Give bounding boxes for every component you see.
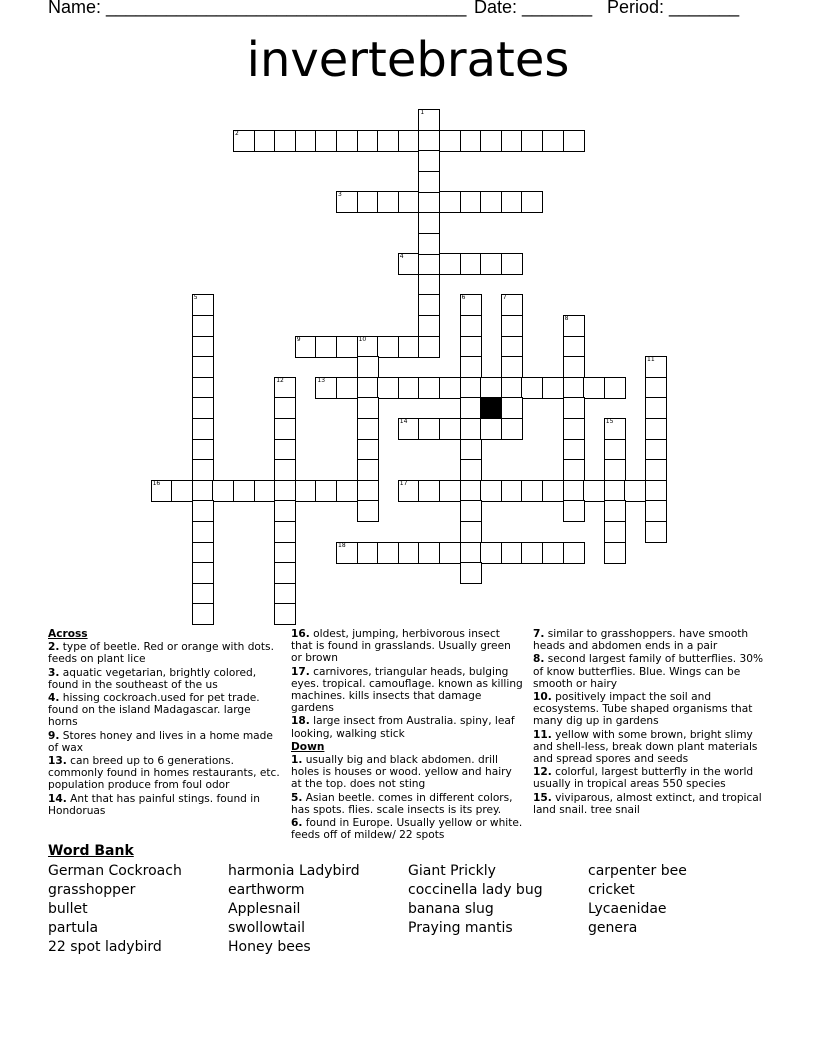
- clue-number: 6: [461, 294, 466, 302]
- grid-cell[interactable]: [357, 459, 379, 481]
- grid-cell[interactable]: [336, 336, 358, 358]
- word-bank-word: Lycaenidae: [588, 901, 667, 917]
- grid-cell[interactable]: [212, 480, 234, 502]
- grid-cell[interactable]: [336, 542, 358, 564]
- grid-cell[interactable]: [645, 459, 667, 481]
- grid-cell[interactable]: [460, 521, 482, 543]
- grid-cell[interactable]: [171, 480, 193, 502]
- across-clue: 2. type of beetle. Red or orange with dots. feeds on plant lice: [48, 641, 274, 666]
- grid-cell[interactable]: [501, 377, 523, 399]
- grid-cell[interactable]: [418, 480, 440, 502]
- grid-cell[interactable]: [460, 397, 482, 419]
- grid-cell[interactable]: [274, 521, 296, 543]
- grid-cell[interactable]: [480, 542, 502, 564]
- down-heading: Down: [291, 740, 325, 753]
- grid-cell[interactable]: [357, 439, 379, 461]
- grid-cell[interactable]: [377, 191, 399, 213]
- grid-cell[interactable]: [192, 583, 214, 605]
- grid-cell[interactable]: [418, 150, 440, 172]
- grid-cell[interactable]: [377, 377, 399, 399]
- clue-number: 16: [152, 479, 161, 487]
- grid-cell[interactable]: [254, 480, 276, 502]
- grid-cell[interactable]: [563, 542, 585, 564]
- grid-cell[interactable]: [583, 480, 605, 502]
- grid-cell[interactable]: [439, 253, 461, 275]
- grid-cell[interactable]: [398, 480, 420, 502]
- grid-cell[interactable]: [357, 500, 379, 522]
- across-clue: 16. oldest, jumping, herbivorous insect that is found in grasslands. Usually green or brown: [291, 628, 511, 665]
- across-clue: 13. can breed up to 6 generations. commonly found in homes restaurants, etc. population produce from foul odor: [48, 755, 280, 792]
- grid-cell[interactable]: [315, 336, 337, 358]
- grid-cell[interactable]: [563, 480, 585, 502]
- grid-cell[interactable]: [151, 480, 173, 502]
- grid-cell[interactable]: [480, 191, 502, 213]
- down-clue: 6. found in Europe. Usually yellow or white. feeds off of mildew/ 22 spots: [291, 817, 523, 842]
- grid-cell[interactable]: [398, 336, 420, 358]
- grid-cell[interactable]: [604, 377, 626, 399]
- grid-cell[interactable]: [192, 459, 214, 481]
- grid-cell[interactable]: [377, 130, 399, 152]
- grid-cell[interactable]: [604, 542, 626, 564]
- grid-cell[interactable]: [357, 418, 379, 440]
- grid-cell[interactable]: [233, 480, 255, 502]
- grid-cell[interactable]: [439, 130, 461, 152]
- clue-number: 4: [399, 253, 404, 261]
- grid-cell[interactable]: [460, 336, 482, 358]
- word-bank-title: Word Bank: [48, 843, 134, 859]
- grid-cell[interactable]: [274, 603, 296, 625]
- word-bank-word: partula: [48, 920, 99, 936]
- grid-cell[interactable]: [460, 191, 482, 213]
- word-bank-word: carpenter bee: [588, 863, 687, 879]
- grid-cell[interactable]: [501, 130, 523, 152]
- word-bank-word: 22 spot ladybird: [48, 939, 162, 955]
- grid-cell[interactable]: [274, 377, 296, 399]
- grid-cell[interactable]: [398, 191, 420, 213]
- across-clue: 4. hissing cockroach.used for pet trade. found on the island Madagascar. large horns: [48, 692, 260, 729]
- grid-cell[interactable]: [563, 397, 585, 419]
- grid-cell[interactable]: [521, 130, 543, 152]
- down-clue: 1. usually big and black abdomen. drill holes is houses or wood. yellow and hairy at the top. does not sting: [291, 754, 512, 791]
- grid-cell[interactable]: [233, 130, 255, 152]
- word-bank-word: German Cockroach: [48, 863, 182, 879]
- grid-cell[interactable]: [542, 480, 564, 502]
- across-heading: Across: [48, 628, 88, 640]
- word-bank-word: Praying mantis: [408, 920, 513, 936]
- grid-cell[interactable]: [418, 109, 440, 131]
- clue-number: 2: [235, 129, 239, 137]
- grid-cell[interactable]: [583, 377, 605, 399]
- grid-cell[interactable]: [501, 542, 523, 564]
- grid-cell[interactable]: [192, 603, 214, 625]
- period-field[interactable]: Period: _______: [607, 0, 740, 17]
- grid-cell[interactable]: [501, 418, 523, 440]
- grid-cell[interactable]: [460, 439, 482, 461]
- grid-cell[interactable]: [480, 130, 502, 152]
- grid-cell[interactable]: [460, 294, 482, 316]
- clue-number: 13: [317, 376, 326, 384]
- grid-cell[interactable]: [274, 480, 296, 502]
- clue-number: 3: [338, 191, 342, 199]
- across-clue: 18. large insect from Australia. spiny, leaf looking, walking stick: [291, 715, 515, 740]
- down-clue: 10. positively impact the soil and ecosystems. Tube shaped organisms that many dig up in gardens: [533, 691, 753, 728]
- grid-cell[interactable]: [336, 130, 358, 152]
- word-bank-word: Giant Prickly: [408, 863, 496, 879]
- grid-cell[interactable]: [192, 418, 214, 440]
- word-bank-word: harmonia Ladybird: [228, 863, 360, 879]
- across-clue: 3. aquatic vegetarian, brightly colored, found in the southeast of the us: [48, 666, 257, 691]
- grid-cell[interactable]: [645, 521, 667, 543]
- word-bank-word: grasshopper: [48, 882, 136, 898]
- down-clue: 12. colorful, largest butterfly in the world usually in tropical areas 550 species: [533, 766, 754, 791]
- grid-cell[interactable]: [418, 191, 440, 213]
- word-bank-word: genera: [588, 920, 638, 936]
- grid-cell[interactable]: [398, 418, 420, 440]
- grid-cell[interactable]: [480, 418, 502, 440]
- grid-cell[interactable]: [418, 171, 440, 193]
- grid-cell[interactable]: [460, 130, 482, 152]
- grid-cell[interactable]: [645, 397, 667, 419]
- grid-cell[interactable]: [315, 130, 337, 152]
- clue-number: 9: [296, 335, 301, 343]
- grid-cell[interactable]: [460, 418, 482, 440]
- grid-cell[interactable]: [315, 480, 337, 502]
- grid-cell[interactable]: [563, 315, 585, 337]
- grid-cell[interactable]: [501, 315, 523, 337]
- grid-cell[interactable]: [501, 480, 523, 502]
- clues-column-1: [48, 628, 280, 818]
- grid-cell[interactable]: [439, 377, 461, 399]
- down-clue: 7. similar to grasshoppers. have smooth heads and abdomen ends in a pair: [533, 628, 749, 653]
- grid-cell[interactable]: [357, 191, 379, 213]
- grid-cell[interactable]: [274, 583, 296, 605]
- grid-cell[interactable]: [480, 253, 502, 275]
- across-clue: 14. Ant that has painful stings. found in Hondoruas: [48, 792, 260, 817]
- word-bank-word: swollowtail: [228, 920, 305, 936]
- grid-cell[interactable]: [418, 418, 440, 440]
- grid-cell[interactable]: [274, 500, 296, 522]
- grid-cell[interactable]: [604, 439, 626, 461]
- clue-number: 5: [193, 294, 198, 302]
- clue-number: 14: [399, 418, 408, 425]
- grid-cell[interactable]: [521, 191, 543, 213]
- grid-cell[interactable]: [357, 336, 379, 358]
- word-bank-word: earthworm: [228, 882, 305, 898]
- clue-number: 17: [399, 479, 408, 487]
- grid-cell[interactable]: [460, 315, 482, 337]
- grid-cell[interactable]: [418, 130, 440, 152]
- grid-cell[interactable]: [357, 130, 379, 152]
- grid-cell[interactable]: [192, 542, 214, 564]
- grid-cell[interactable]: [274, 418, 296, 440]
- grid-cell[interactable]: [645, 480, 667, 502]
- grid-cell[interactable]: [398, 377, 420, 399]
- grid-cell[interactable]: [192, 480, 214, 502]
- grid-cell[interactable]: [563, 459, 585, 481]
- grid-cell[interactable]: [357, 397, 379, 419]
- grid-cell[interactable]: [274, 542, 296, 564]
- clue-number: 18: [338, 541, 346, 549]
- grid-cell[interactable]: [295, 130, 317, 152]
- grid-cell[interactable]: [192, 562, 214, 584]
- grid-cell[interactable]: [563, 356, 585, 378]
- grid-cell[interactable]: [501, 356, 523, 378]
- word-bank-word: banana slug: [408, 901, 494, 917]
- grid-cell[interactable]: [418, 233, 440, 255]
- grid-cell[interactable]: [460, 356, 482, 378]
- grid-cell[interactable]: [439, 480, 461, 502]
- grid-cell[interactable]: [418, 315, 440, 337]
- grid-cell[interactable]: [192, 500, 214, 522]
- grid-cell[interactable]: [357, 356, 379, 378]
- grid-cell[interactable]: [192, 439, 214, 461]
- grid-cell[interactable]: [295, 480, 317, 502]
- grid-cell[interactable]: [624, 480, 646, 502]
- grid-cell[interactable]: [501, 336, 523, 358]
- clues-column-3: [533, 628, 765, 817]
- grid-cell[interactable]: [542, 377, 564, 399]
- grid-cell[interactable]: [460, 253, 482, 275]
- grid-cell[interactable]: [521, 480, 543, 502]
- word-bank-word: bullet: [48, 901, 88, 917]
- grid-cell[interactable]: [460, 459, 482, 481]
- clue-number: 1: [420, 109, 425, 116]
- clue-number: 7: [502, 294, 507, 302]
- grid-cell[interactable]: [398, 130, 420, 152]
- grid-cell[interactable]: [563, 500, 585, 522]
- grid-cell[interactable]: [336, 191, 358, 213]
- grid-cell[interactable]: [192, 397, 214, 419]
- grid-cell[interactable]: [357, 377, 379, 399]
- grid-cell[interactable]: [604, 418, 626, 440]
- across-clue: 9. Stores honey and lives in a home made of wax: [48, 729, 273, 754]
- grid-cell[interactable]: [418, 377, 440, 399]
- grid-cell[interactable]: [357, 542, 379, 564]
- grid-cell[interactable]: [315, 377, 337, 399]
- grid-cell[interactable]: [439, 418, 461, 440]
- clue-number: 11: [647, 356, 655, 364]
- grid-cell[interactable]: [460, 500, 482, 522]
- grid-cell[interactable]: [192, 315, 214, 337]
- grid-cell[interactable]: [377, 336, 399, 358]
- grid-cell[interactable]: [192, 336, 214, 358]
- clues-column-2: [291, 628, 523, 842]
- grid-cell[interactable]: [645, 418, 667, 440]
- across-clue: 17. carnivores, triangular heads, bulging eyes. tropical. camouflage. known as killing machines. kills insects that damage gardens: [291, 665, 523, 715]
- grid-cell[interactable]: [501, 294, 523, 316]
- grid-cell[interactable]: [398, 253, 420, 275]
- grid-cell[interactable]: [460, 377, 482, 399]
- down-clue: 11. yellow with some brown, bright slimy and shell-less, break down plant materials and spread spores and seeds: [533, 728, 758, 766]
- grid-cell[interactable]: [604, 500, 626, 522]
- clue-number: 8: [564, 315, 569, 322]
- down-clue: 15. viviparous, almost extinct, and tropical land snail. tree snail: [533, 791, 762, 816]
- grid-cell[interactable]: [480, 480, 502, 502]
- grid-cell[interactable]: [563, 336, 585, 358]
- grid-cell[interactable]: [439, 191, 461, 213]
- grid-cell[interactable]: [336, 480, 358, 502]
- grid-cell[interactable]: [439, 542, 461, 564]
- grid-cell[interactable]: [645, 439, 667, 461]
- grid-cell[interactable]: [274, 439, 296, 461]
- name-field[interactable]: Name: ____________________________________: [48, 0, 467, 17]
- grid-cell[interactable]: [274, 459, 296, 481]
- grid-cell[interactable]: [295, 336, 317, 358]
- down-clue: 8. second largest family of butterflies. 30% of know butterflies. Blue. Wings can be smooth or hairy: [533, 653, 764, 690]
- date-field[interactable]: Date: _______: [474, 0, 593, 17]
- grid-cell[interactable]: [460, 562, 482, 584]
- clue-number: 10: [358, 335, 367, 343]
- black-cell: [480, 397, 502, 419]
- grid-cell[interactable]: [192, 377, 214, 399]
- grid-cell[interactable]: [480, 377, 502, 399]
- grid-cell[interactable]: [254, 130, 276, 152]
- word-bank-word: coccinella lady bug: [408, 882, 543, 898]
- grid-cell[interactable]: [563, 418, 585, 440]
- grid-cell[interactable]: [398, 542, 420, 564]
- grid-cell[interactable]: [460, 542, 482, 564]
- grid-cell[interactable]: [521, 377, 543, 399]
- grid-cell[interactable]: [645, 356, 667, 378]
- grid-cell[interactable]: [274, 130, 296, 152]
- grid-cell[interactable]: [604, 480, 626, 502]
- grid-cell[interactable]: [501, 397, 523, 419]
- page-title: invertebrates: [246, 32, 570, 88]
- grid-cell[interactable]: [501, 253, 523, 275]
- word-bank-word: Applesnail: [228, 901, 301, 917]
- grid-cell[interactable]: [542, 542, 564, 564]
- grid-cell[interactable]: [377, 542, 399, 564]
- grid-cell[interactable]: [604, 459, 626, 481]
- grid-cell[interactable]: [460, 480, 482, 502]
- grid-cell[interactable]: [645, 500, 667, 522]
- clue-number: 15: [605, 418, 614, 425]
- grid-cell[interactable]: [274, 397, 296, 419]
- grid-cell[interactable]: [645, 377, 667, 399]
- grid-cell[interactable]: [336, 377, 358, 399]
- word-bank-word: cricket: [588, 882, 635, 898]
- grid-cell[interactable]: [418, 212, 440, 234]
- grid-cell[interactable]: [501, 191, 523, 213]
- grid-cell[interactable]: [521, 542, 543, 564]
- grid-cell[interactable]: [542, 130, 564, 152]
- grid-cell[interactable]: [418, 542, 440, 564]
- grid-cell[interactable]: [418, 274, 440, 296]
- grid-cell[interactable]: [563, 130, 585, 152]
- grid-cell[interactable]: [357, 480, 379, 502]
- word-bank-word: Honey bees: [228, 939, 311, 955]
- grid-cell[interactable]: [418, 336, 440, 358]
- grid-cell[interactable]: [192, 521, 214, 543]
- down-clue: 5. Asian beetle. comes in different colors, has spots. flies. scale insects is its prey.: [291, 791, 513, 816]
- grid-cell[interactable]: [192, 294, 214, 316]
- grid-cell[interactable]: [604, 521, 626, 543]
- grid-cell[interactable]: [563, 439, 585, 461]
- grid-cell[interactable]: [418, 253, 440, 275]
- clue-number: 12: [276, 376, 284, 384]
- grid-cell[interactable]: [274, 562, 296, 584]
- grid-cell[interactable]: [418, 294, 440, 316]
- grid-cell[interactable]: [563, 377, 585, 399]
- grid-cell[interactable]: [192, 356, 214, 378]
